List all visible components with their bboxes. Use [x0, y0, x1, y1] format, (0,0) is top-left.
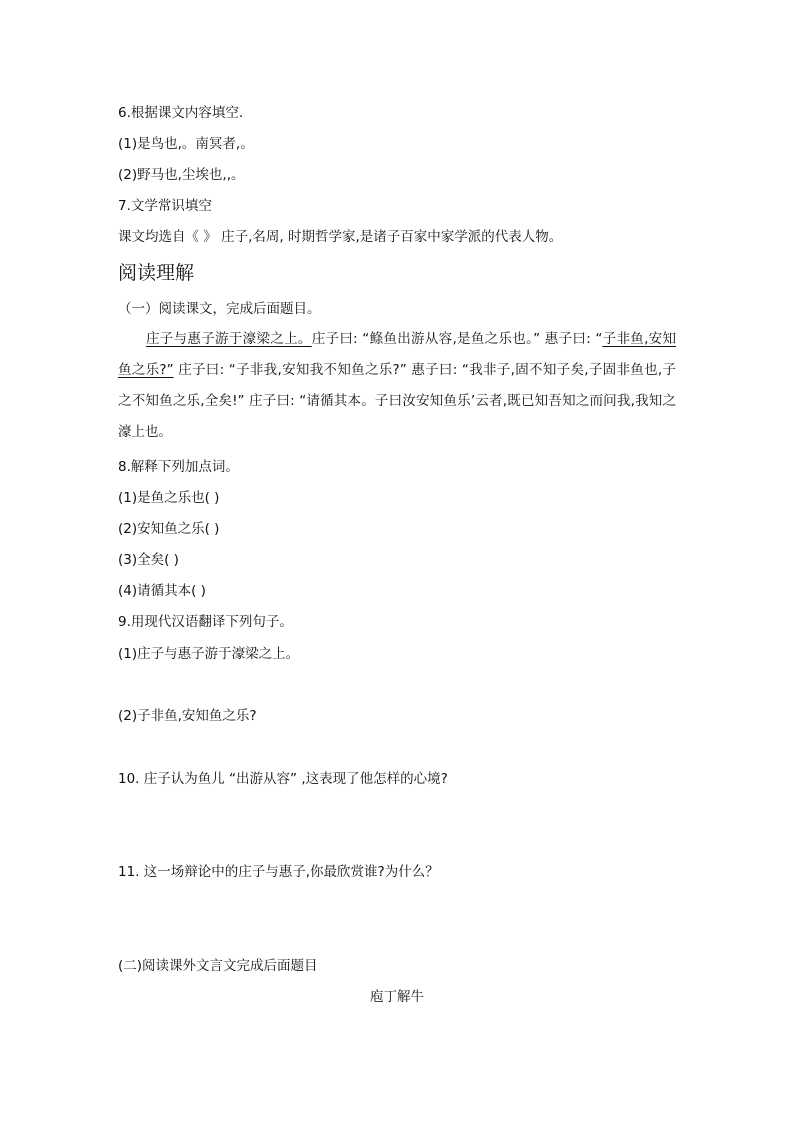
question-9-item-2: (2)子非鱼,安知鱼之乐? — [118, 708, 257, 724]
question-10: 10. 庄子认为鱼儿 “出游从容” ,这表现了他怎样的心境? — [118, 771, 448, 787]
question-9-title: 9.用现代汉语翻译下列句子。 — [118, 614, 293, 630]
question-6-title: 6.根据课文内容填空. — [118, 105, 244, 121]
question-8-item-3: (3)全矣( ) — [118, 552, 179, 568]
part-2-title: 庖丁解牛 — [370, 989, 424, 1005]
question-8-item-1: (1)是鱼之乐也( ) — [118, 490, 220, 506]
passage-text-1: 庄子曰: “鲦鱼出游从容,是鱼之乐也。” 惠子曰: “ — [311, 331, 603, 347]
question-8-title: 8.解释下列加点词。 — [118, 459, 239, 475]
question-11: 11. 这一场辩论中的庄子与惠子,你最欣赏谁?为什么？ — [118, 864, 439, 880]
question-6-item-2: (2)野马也,尘埃也,,。 — [118, 167, 245, 183]
question-9-item-1: (1)庄子与惠子游于濠梁之上。 — [118, 646, 300, 662]
part-1-passage — [118, 324, 676, 448]
passage-underlined-2: 子非鱼,安知鱼之乐?” — [118, 331, 676, 378]
question-8-item-4: (4)请循其本( ) — [118, 583, 206, 599]
part-2-intro: (二)阅读课外文言文完成后面题目 — [118, 958, 318, 974]
section-title: 阅读理解 — [118, 262, 195, 284]
question-8-item-2: (2)安知鱼之乐( ) — [118, 521, 220, 537]
question-7-title: 7.文学常识填空 — [118, 198, 212, 214]
part-1-intro: （一）阅读课文，完成后面题目。 — [118, 301, 321, 317]
passage-underlined-1: 庄子与惠子游于濠梁之上。 — [146, 331, 312, 347]
question-6-item-1: (1)是鸟也,。南冥者,。 — [118, 136, 254, 152]
question-7-text: 课文均选自《 》 庄子,名周, 时期哲学家,是诸子百家中家学派的代表人物。 — [118, 229, 563, 245]
passage-text-2: 庄子曰: “子非我,安知我不知鱼之乐?” 惠子曰: “我非子,固不知子矣,子固非鱼也,子之不知鱼之乐,全矣!” 庄子曰: “请循其本。子曰汝安知鱼乐’云者,既已知吾知之而问我,我知之濠上也。 — [118, 362, 676, 440]
